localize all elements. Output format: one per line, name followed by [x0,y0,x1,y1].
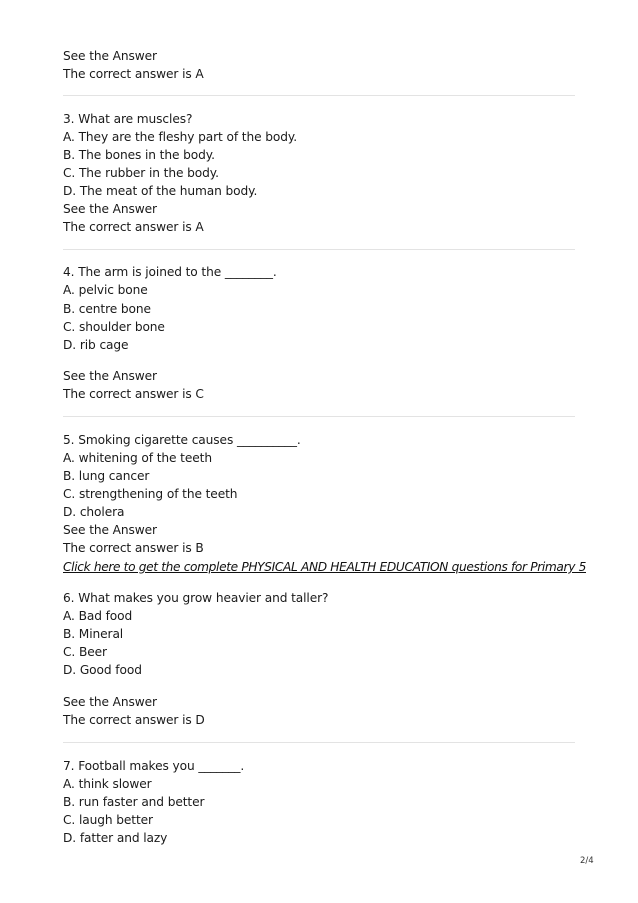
correct-answer-text: The correct answer is B [63,541,204,555]
option-d: D. cholera [63,505,125,519]
see-answer-link[interactable]: See the Answer [63,523,157,537]
question-text: 6. What makes you grow heavier and taller? [63,591,329,605]
option-b: B. Mineral [63,627,124,641]
divider [63,95,575,96]
option-d: D. fatter and lazy [63,831,168,845]
option-d: D. Good food [63,663,142,677]
option-c: C. laugh better [63,813,153,827]
option-a: A. Bad food [63,609,133,623]
option-a: A. whitening of the teeth [63,451,212,465]
see-answer-link[interactable]: See the Answer [63,369,157,383]
option-a: A. think slower [63,777,152,791]
option-b: B. run faster and better [63,795,205,809]
see-answer-link[interactable]: See the Answer [63,202,157,216]
divider [63,416,575,417]
option-a: A. They are the fleshy part of the body. [63,130,298,144]
question-text: 7. Football makes you _______. [63,759,245,773]
option-b: B. lung cancer [63,469,150,483]
option-d: D. rib cage [63,338,129,352]
question-text: 3. What are muscles? [63,112,193,126]
option-b: B. centre bone [63,302,151,316]
promo-link[interactable]: Click here to get the complete PHYSICAL AND HEALTH EDUCATION questions for Primary 5 [63,560,586,574]
correct-answer-text: The correct answer is C [63,387,204,401]
see-answer-link[interactable]: See the Answer [63,695,157,709]
correct-answer-text: The correct answer is A [63,67,204,81]
option-c: C. strengthening of the teeth [63,487,238,501]
divider [63,742,575,743]
page-number: 2/4 [580,856,594,866]
correct-answer-text: The correct answer is D [63,713,205,727]
see-answer-link[interactable]: See the Answer [63,49,157,63]
option-c: C. Beer [63,645,107,659]
option-c: C. The rubber in the body. [63,166,219,180]
option-b: B. The bones in the body. [63,148,215,162]
question-text: 5. Smoking cigarette causes __________. [63,433,301,447]
question-text: 4. The arm is joined to the ________. [63,265,277,279]
option-d: D. The meat of the human body. [63,184,258,198]
option-c: C. shoulder bone [63,320,165,334]
correct-answer-text: The correct answer is A [63,220,204,234]
divider [63,249,575,250]
option-a: A. pelvic bone [63,283,148,297]
